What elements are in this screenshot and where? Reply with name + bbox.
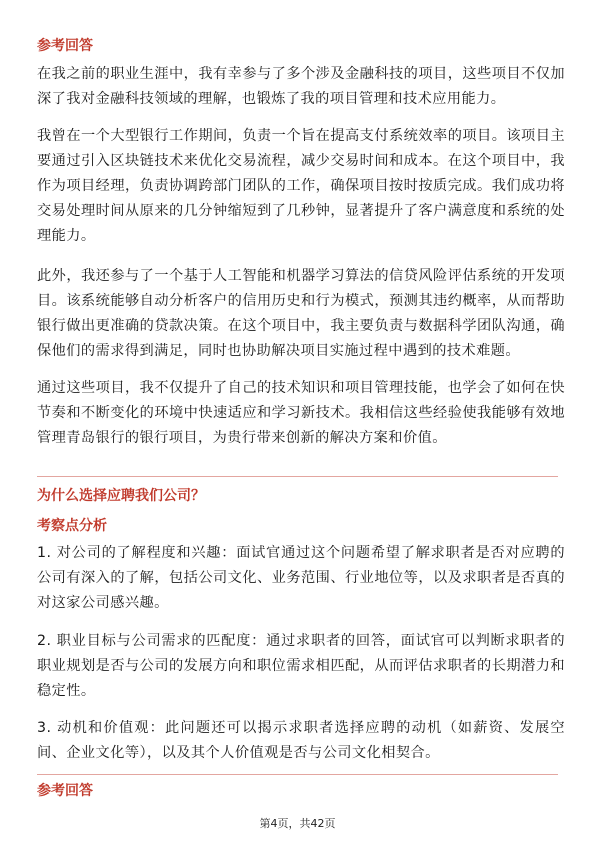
analysis-item-1: 1. 对公司的了解程度和兴趣：面试官通过这个问题希望了解求职者是否对应聘的公司有深入的了解，包括公司文化、业务范围、行业地位等，以及求职者是否真的对这家公司感兴趣。: [37, 545, 565, 611]
answer-paragraph-3: 此外，我还参与了一个基于人工智能和机器学习算法的信贷风险评估系统的开发项目。该系统能够自动分析客户的信用历史和行为模式，预测其违约概率，从而帮助银行做出更准确的贷款决策。在这个项目中，我主要负责与数据科学团队沟通，确保他们的需求得到满足，同时也协助解决项目实施过程中遇到的技术难题。: [37, 268, 565, 359]
answer-paragraph-2: 我曾在一个大型银行工作期间，负责一个旨在提高支付系统效率的项目。该项目主要通过引入区块链技术来优化交易流程，减少交易时间和成本。在这个项目中，我作为项目经理，负责协调跨部门团队的工作，确保项目按时按质完成。我们成功将交易处理时间从原来的几分钟缩短到了几秒钟，显著提升了客户满意度和系统的处理能力。: [37, 128, 565, 244]
answer-paragraph-1: 在我之前的职业生涯中，我有幸参与了多个涉及金融科技的项目，这些项目不仅加深了我对金融科技领域的理解，也锻炼了我的项目管理和技术应用能力。: [37, 66, 565, 107]
answer-paragraph-4: 通过这些项目，我不仅提升了自己的技术知识和项目管理技能，也学会了如何在快节奏和不断变化的环境中快速适应和学习新技术。我相信这些经验使我能够有效地管理青岛银行的银行项目，为贵行带来创新的解决方案和价值。: [37, 380, 565, 446]
reference-answer-heading-2: 参考回答: [37, 783, 93, 799]
reference-answer-heading: 参考回答: [37, 38, 93, 54]
section-divider-2: [37, 774, 558, 775]
section-divider: [37, 476, 558, 477]
analysis-item-3: 3. 动机和价值观：此问题还可以揭示求职者选择应聘的动机（如薪资、发展空间、企业文化等），以及其个人价值观是否与公司文化相契合。: [37, 720, 565, 761]
question-heading: 为什么选择应聘我们公司？: [37, 488, 205, 504]
analysis-item-2: 2. 职业目标与公司需求的匹配度：通过求职者的回答，面试官可以判断求职者的职业规划是否与公司的发展方向和职位需求相匹配，从而评估求职者的长期潜力和稳定性。: [37, 633, 565, 699]
analysis-heading: 考察点分析: [37, 518, 107, 534]
page-number: 第4页，共42页: [259, 817, 336, 830]
